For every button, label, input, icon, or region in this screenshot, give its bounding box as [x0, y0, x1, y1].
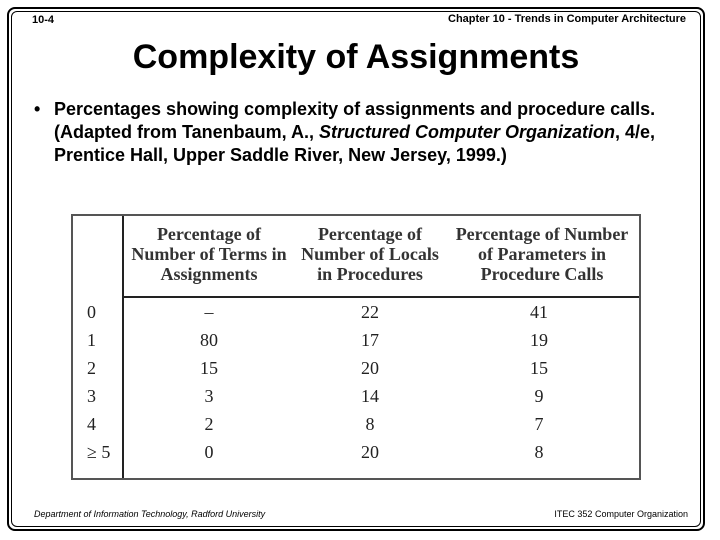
table-header-rule	[122, 296, 639, 298]
row-label: 3	[87, 386, 96, 406]
table-cell: 8	[534, 442, 544, 462]
table-header-terms: Percentage of Number of Terms in Assignments	[131, 224, 287, 284]
table-cell: 80	[200, 330, 218, 350]
table-cell: 2	[204, 414, 214, 434]
table-cell: 20	[361, 442, 379, 462]
table-cell: 15	[530, 358, 548, 378]
bullet-text-part-1: Percentages showing complexity of assignments and procedure calls. (Adapted from Tanenbaum, A.,	[54, 99, 656, 142]
bullet-point	[34, 98, 684, 167]
table-cell: –	[204, 302, 214, 322]
bullet-symbol: •	[34, 99, 41, 119]
chapter-title: Chapter 10 - Trends in Computer Architecture	[448, 13, 686, 25]
slide-title: Complexity of Assignments	[132, 38, 580, 76]
bullet-book-title: Structured Computer Organization	[319, 122, 616, 142]
table-cell: 20	[361, 358, 379, 378]
footer-department: Department of Information Technology, Radford University	[34, 509, 266, 519]
table-vertical-rule	[122, 216, 124, 478]
table-header-parameters: Percentage of Number of Parameters in Procedure Calls	[455, 224, 629, 284]
row-label: ≥ 5	[87, 442, 111, 462]
row-label: 1	[87, 330, 96, 350]
table-cell: 0	[204, 442, 214, 462]
slide-number: 10-4	[32, 14, 55, 26]
table-cell: 3	[204, 386, 214, 406]
bullet-text-part-2: , 4/e, Prentice Hall, Upper Saddle River, New Jersey, 1999.)	[54, 122, 656, 165]
table-cell: 41	[530, 302, 548, 322]
table-cell: 17	[361, 330, 379, 350]
table-cell: 22	[361, 302, 379, 322]
table-cell: 19	[530, 330, 548, 350]
row-label: 4	[87, 414, 96, 434]
table-cell: 15	[200, 358, 218, 378]
table-cell: 7	[534, 414, 544, 434]
table-cell: 9	[534, 386, 544, 406]
row-label: 2	[87, 358, 96, 378]
complexity-table	[71, 214, 641, 480]
table-cell: 8	[365, 414, 375, 434]
footer-course: ITEC 352 Computer Organization	[554, 509, 688, 519]
table-header-locals: Percentage of Number of Locals in Procedures	[301, 224, 439, 284]
bullet-text	[54, 98, 684, 167]
row-label: 0	[87, 302, 96, 322]
table-cell: 14	[361, 386, 379, 406]
